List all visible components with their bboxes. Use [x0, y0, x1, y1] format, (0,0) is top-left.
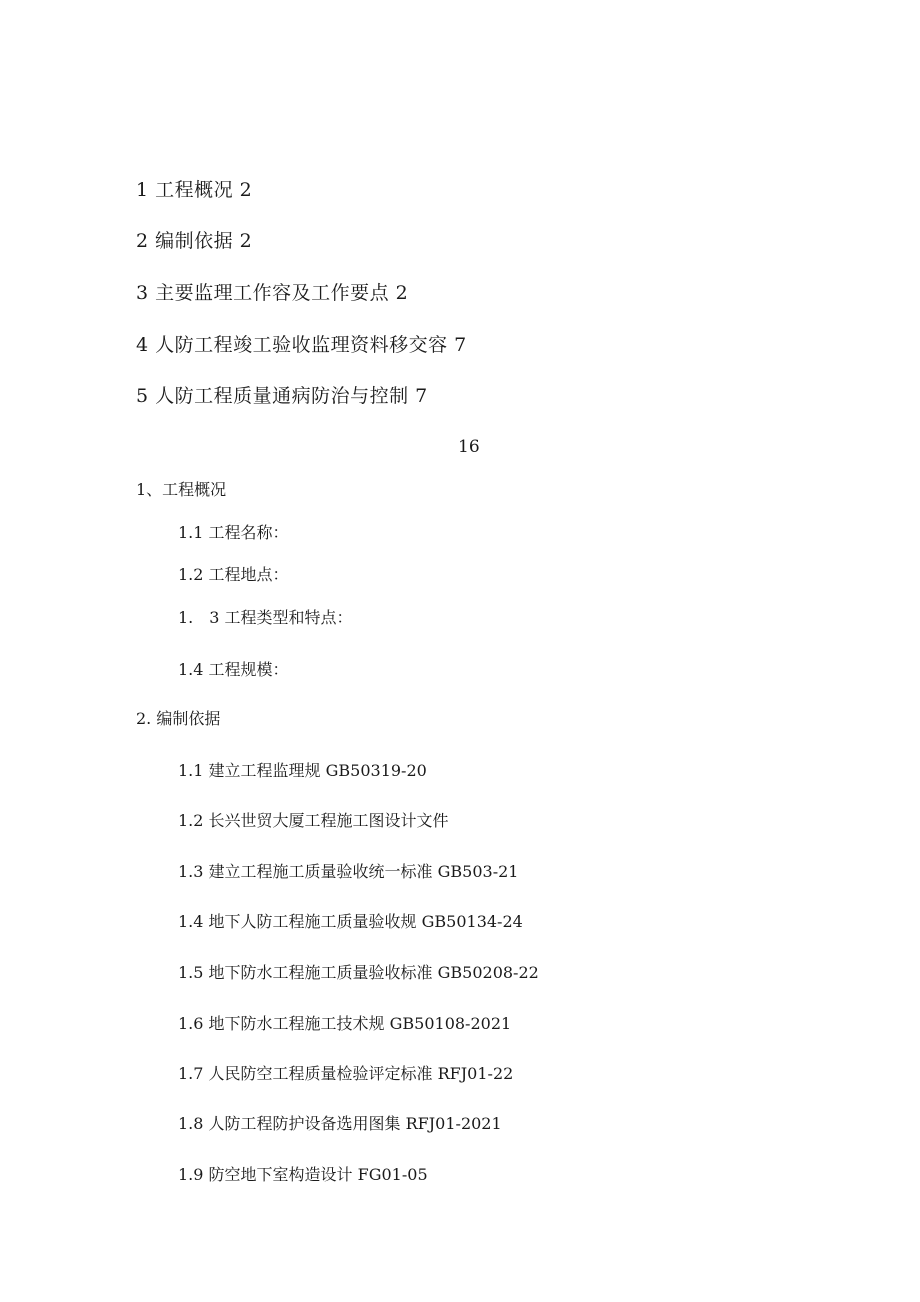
list-item: 1.2 工程地点：: [178, 565, 289, 584]
toc-entry-1: 1 工程概况 2: [136, 179, 253, 201]
list-item: 1. 3 工程类型和特点：: [178, 608, 353, 627]
section-title: 2. 编制依据: [136, 709, 221, 728]
list-item: 1.4 地下人防工程施工质量验收规 GB50134-24: [178, 912, 523, 931]
toc-entry-2: 2 编制依据 2: [136, 230, 253, 252]
page-number: 16: [458, 437, 480, 457]
list-item: 1.3 建立工程施工质量验收统一标准 GB503-21: [178, 862, 519, 881]
list-item: 1.4 工程规模：: [178, 660, 289, 679]
list-item: 1.1 建立工程监理规 GB50319-20: [178, 761, 427, 780]
toc-entry-3: 3 主要监理工作容及工作要点 2: [136, 282, 409, 304]
list-item: 1.9 防空地下室构造设计 FG01-05: [178, 1165, 428, 1184]
section-title: 1、工程概况: [136, 480, 227, 499]
toc-entry-5: 5 人防工程质量通病防治与控制 7: [136, 385, 428, 407]
list-item: 1.6 地下防水工程施工技术规 GB50108-2021: [178, 1014, 512, 1033]
list-item: 1.5 地下防水工程施工质量验收标准 GB50208-22: [178, 963, 539, 982]
list-item: 1.1 工程名称：: [178, 523, 289, 542]
list-item: 1.2 长兴世贸大厦工程施工图设计文件: [178, 811, 449, 830]
list-item: 1.8 人防工程防护设备选用图集 RFJ01-2021: [178, 1114, 502, 1133]
toc-entry-4: 4 人防工程竣工验收监理资料移交容 7: [136, 334, 467, 356]
list-item: 1.7 人民防空工程质量检验评定标准 RFJ01-22: [178, 1064, 514, 1083]
